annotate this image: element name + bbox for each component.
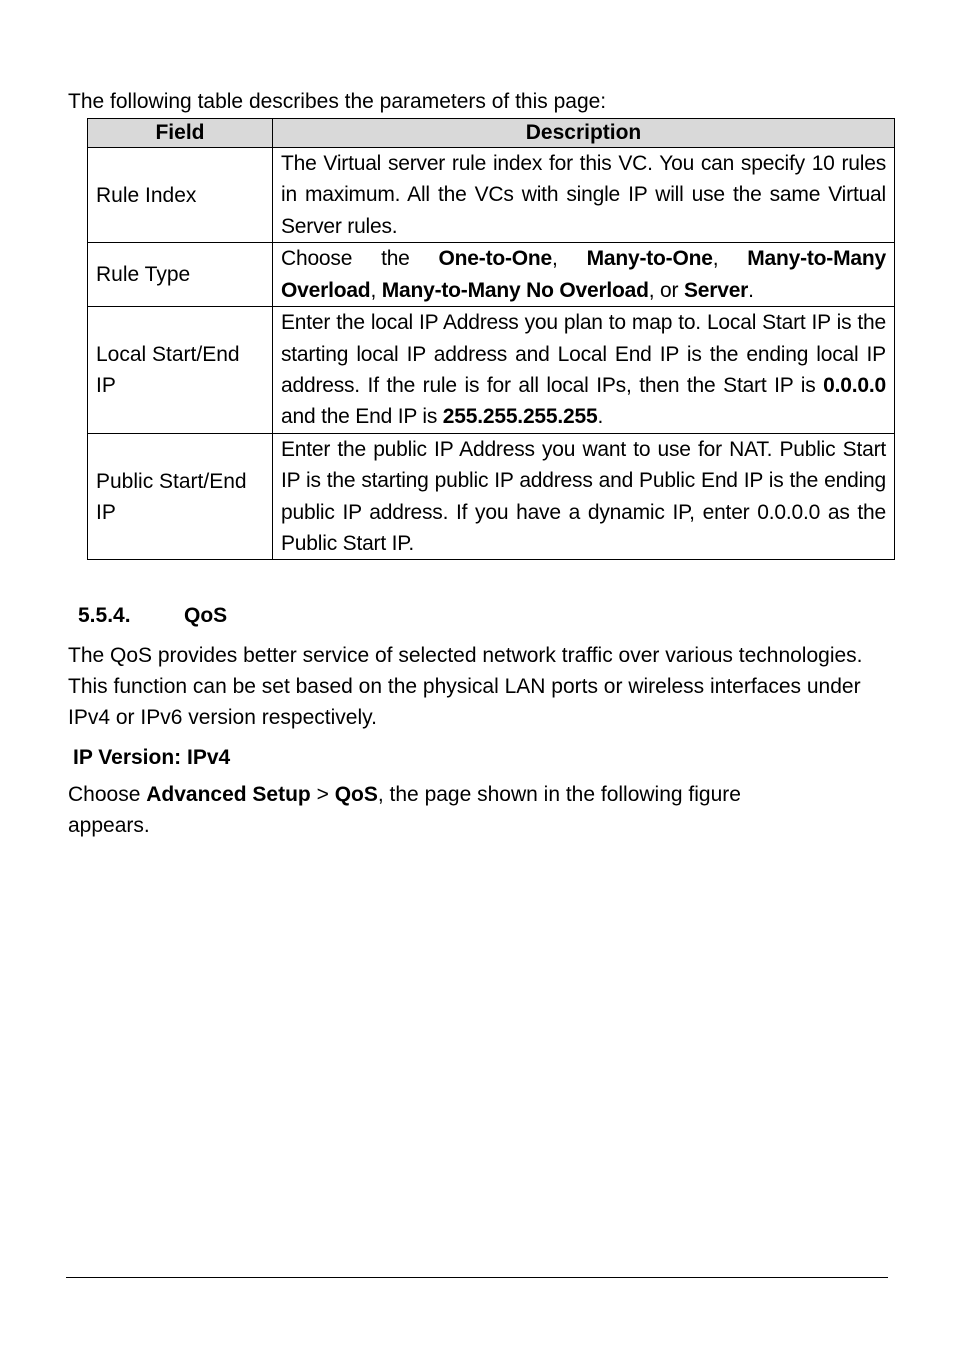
bold-term: QoS [334, 783, 378, 806]
field-cell: Rule Index [88, 148, 273, 243]
field-cell: Rule Type [88, 243, 273, 307]
field-cell: Public Start/End IP [88, 433, 273, 560]
description-column-header: Description [273, 119, 895, 148]
table-row [88, 433, 895, 560]
bold-term: Server [683, 278, 749, 302]
qos-paragraph: The QoS provides better service of selected network traffic over various technologies. This function can be set based on the physical LAN ports or wireless interfaces under IPv4 or IPv6 version respectively. [68, 644, 863, 730]
parameters-table [87, 118, 895, 560]
field-cell: Local Start/End IP [88, 307, 273, 434]
bold-term: Many-to-Many Overload [281, 247, 886, 302]
table-row [88, 243, 895, 307]
bold-term: Many-to-Many No Overload [381, 278, 649, 302]
intro-text: The following table describes the parameters of this page: [68, 90, 607, 113]
ip-version-heading: IP Version: IPv4 [73, 746, 231, 769]
section-title: QoS [184, 604, 228, 627]
bold-term: 0.0.0.0 [823, 374, 886, 398]
table-row [88, 307, 895, 434]
description-cell: Enter the public IP Address you want to use for NAT. Public Start IP is the starting public IP address and Public End IP is the ending public IP address. If you have a dynamic IP, enter 0.0.0.0 as the Public Start IP. [273, 433, 895, 560]
bold-term: Advanced Setup [146, 783, 311, 806]
bold-term: One-to-One [438, 247, 553, 271]
description-cell: Choose the One-to-One, Many-to-One, Many-to-Many Overload, Many-to-Many No Overload, or Server. [273, 243, 895, 307]
table-header-row [88, 119, 895, 148]
description-cell: The Virtual server rule index for this VC. You can specify 10 rules in maximum. All the VCs with single IP will use the same Virtual Server rules. [273, 148, 895, 243]
section-number: 5.5.4. [78, 604, 131, 627]
choose-paragraph: Choose Advanced Setup > QoS, the page shown in the following figure appears. [68, 783, 741, 838]
section-heading [78, 602, 227, 630]
footer-divider [66, 1277, 888, 1278]
bold-term: Many-to-One [586, 247, 713, 271]
field-column-header: Field [88, 119, 273, 148]
bold-term: 255.255.255.255 [442, 405, 598, 429]
table-row [88, 148, 895, 243]
description-cell: Enter the local IP Address you plan to map to. Local Start IP is the starting local IP address and Local End IP is the ending local IP address. If the rule is for all local IPs, then the Start IP is 0.0.0.0 and the End IP is 255.255.255.255. [273, 307, 895, 434]
